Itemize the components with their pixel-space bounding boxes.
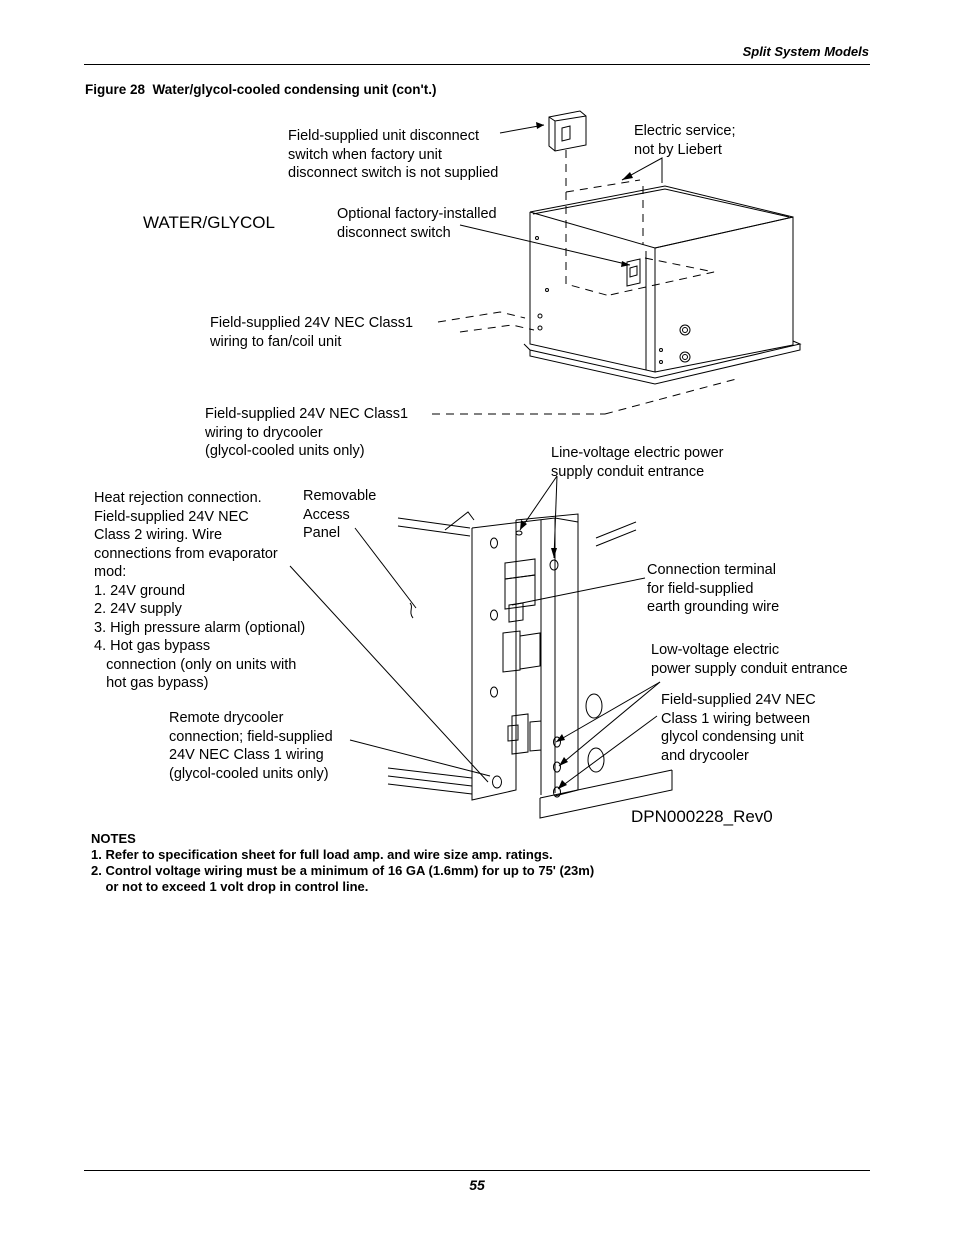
callout-low-voltage: Low-voltage electric power supply conduit entrance: [651, 642, 848, 677]
callout-remote-drycooler: Remote drycooler connection; field-supplied 24V NEC Class 1 wiring (glycol-cooled units only): [169, 710, 333, 782]
callout-wiring-fan-coil: Field-supplied 24V NEC Class1 wiring to fan/coil unit: [210, 315, 414, 350]
callout-optional-switch: Optional factory-installed disconnect switch: [337, 206, 497, 241]
callout-class1-between: Field-supplied 24V NEC Class 1 wiring between glycol condensing unit and drycooler: [661, 692, 816, 764]
callout-line-voltage: Line-voltage electric power supply conduit entrance: [551, 445, 724, 480]
note-1: 1. Refer to specification sheet for full load amp. and wire size amp. ratings.: [91, 847, 553, 862]
field-disconnect-switch-drawing: [549, 111, 586, 151]
running-header: Split System Models: [742, 44, 869, 59]
callout-access-panel: Removable Access Panel: [303, 488, 377, 541]
callout-electric-service: Electric service; not by Liebert: [634, 123, 736, 158]
callout-wiring-drycooler: Field-supplied 24V NEC Class1 wiring to drycooler (glycol-cooled units only): [205, 406, 409, 459]
notes-title: NOTES: [91, 831, 136, 846]
note-2: 2. Control voltage wiring must be a minimum of 16 GA (1.6mm) for up to 75' (23m) or not to exceed 1 volt drop in control line.: [91, 863, 595, 894]
callout-heat-rejection: Heat rejection connection. Field-supplied 24V NEC Class 2 wiring. Wire connections from evaporator mod: 1. 24V ground 2. 24V supply 3. High pressure alarm (optional) 4. Hot gas bypass connection (only on units with hot gas bypass): [94, 490, 306, 691]
condensing-unit-cabinet: [524, 186, 800, 384]
callout-ground-terminal: Connection terminal for field-supplied earth grounding wire: [647, 562, 780, 615]
callout-disconnect-switch: Field-supplied unit disconnect switch when factory unit disconnect switch is not supplied: [288, 128, 499, 181]
page-number: 55: [469, 1177, 485, 1193]
drawing-id: DPN000228_Rev0: [631, 807, 773, 826]
footer-rule: [84, 1170, 870, 1171]
figure-caption: Figure 28 Water/glycol-cooled condensing unit (con't.): [85, 82, 437, 97]
figure-heading: WATER/GLYCOL: [143, 213, 275, 232]
electrical-panel-drawing: [388, 512, 672, 818]
